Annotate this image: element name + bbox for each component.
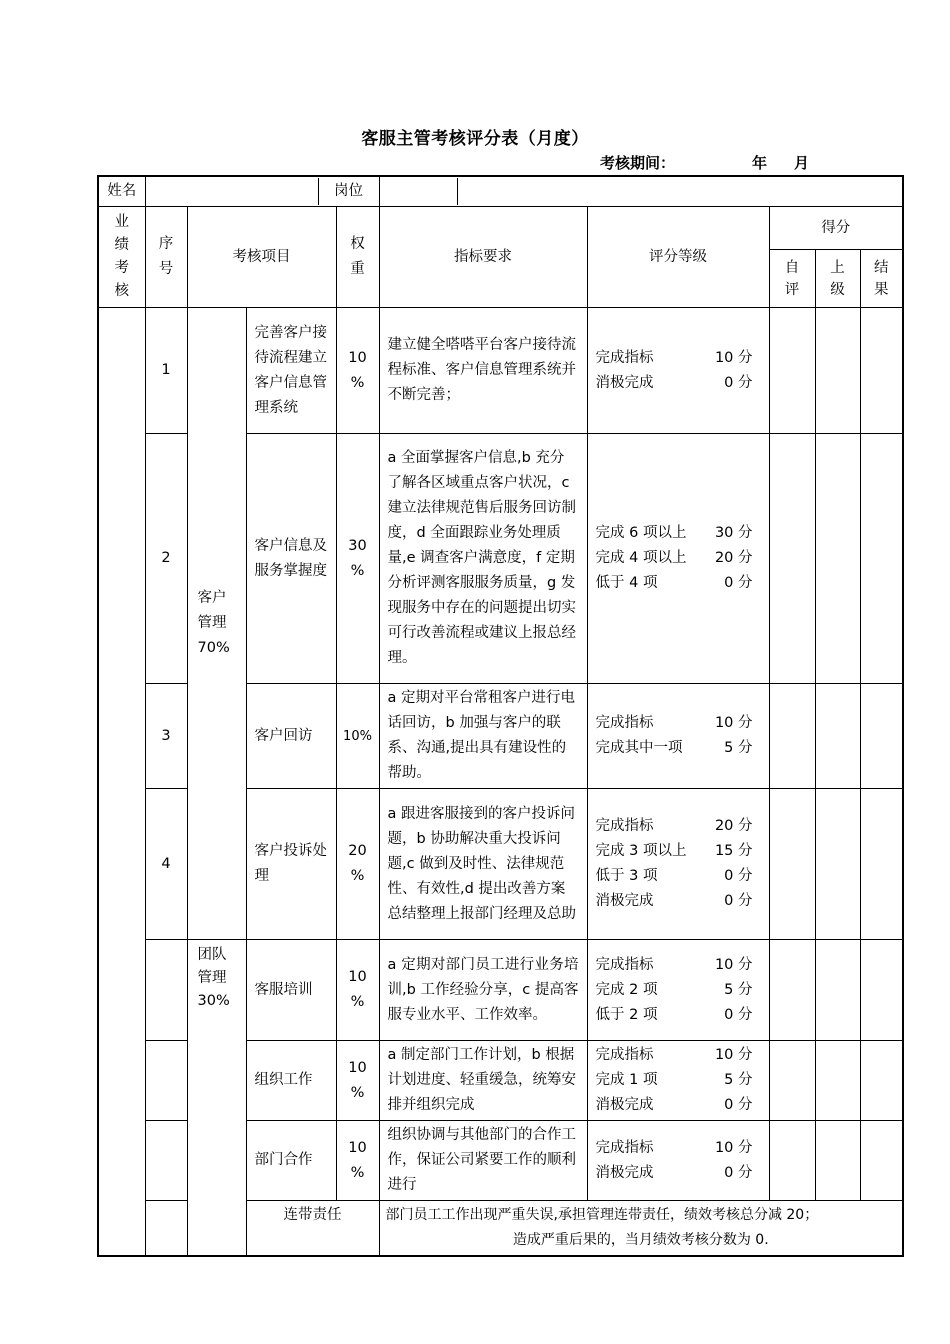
row-grades	[587, 434, 769, 684]
grade-points: 10 分	[714, 956, 753, 973]
grade-points: 20 分	[714, 550, 753, 566]
grade-points: 0 分	[724, 1097, 753, 1113]
joint-line-1: 部门员工工作出现严重失误,承担管理连带责任，绩效考核总分减 20；	[385, 1207, 819, 1223]
row-weight: 30 %	[336, 434, 379, 684]
row-item: 客户回访	[246, 684, 336, 789]
grade-points: 10 分	[714, 1139, 753, 1156]
self-eval-header: 自 评	[769, 250, 815, 308]
superior-score-cell[interactable]	[815, 434, 860, 684]
row-seq	[145, 1041, 187, 1121]
grade-points: 0 分	[724, 893, 753, 909]
row-grades	[587, 308, 769, 434]
group-team: 团队 管理 30%	[187, 940, 246, 1257]
grade-label: 完成 4 项以上	[595, 550, 687, 566]
grade-points: 20 分	[714, 818, 753, 834]
grade-points: 0 分	[724, 1164, 753, 1181]
grade-points: 10 分	[714, 715, 753, 731]
period-month: 月	[794, 154, 810, 172]
grade-points: 5 分	[724, 981, 753, 998]
self-score-cell[interactable]	[769, 1041, 815, 1121]
grade-points: 10 分	[714, 349, 753, 366]
grade-points: 15 分	[714, 843, 753, 859]
row-grades	[587, 684, 769, 789]
grade-label: 完成 3 项以上	[595, 843, 687, 859]
page-title: 客服主管考核评分表（月度）	[361, 129, 589, 149]
row-item: 客户信息及服务掌握度	[246, 434, 336, 684]
grade-points: 5 分	[724, 1072, 753, 1088]
self-score-cell[interactable]	[769, 940, 815, 1041]
row-weight: 20 %	[336, 789, 379, 940]
grade-points: 0 分	[724, 1006, 753, 1023]
row-seq: 4	[145, 789, 187, 940]
row-grades	[587, 789, 769, 940]
weight-header: 权 重	[336, 207, 379, 308]
grade-label: 完成 2 项	[595, 981, 658, 998]
name-label: 姓名	[98, 176, 145, 207]
row-seq-blank	[145, 1201, 187, 1257]
position-label: 岗位	[334, 183, 363, 199]
grade-label: 消极完成	[595, 893, 654, 909]
result-score-cell[interactable]	[860, 1041, 903, 1121]
row-grades	[587, 1041, 769, 1121]
row-weight: 10 %	[336, 1121, 379, 1201]
section-spacer	[98, 308, 145, 1257]
row-seq	[145, 940, 187, 1041]
grade-label: 完成 1 项	[595, 1072, 658, 1088]
superior-score-cell[interactable]	[815, 1041, 860, 1121]
grade-label: 完成指标	[595, 818, 654, 834]
joint-line-2: 造成严重后果的，当月绩效考核分数为 0.	[512, 1232, 769, 1248]
row-item: 部门合作	[246, 1121, 336, 1201]
section-label: 业 绩 考 核	[98, 207, 145, 308]
grade-points: 30 分	[714, 525, 753, 541]
row-requirement: a 定期对平台常租客户进行电话回访，b 加强与客户的联系、沟通,提出具有建设性的帮助。	[379, 684, 587, 789]
self-score-cell[interactable]	[769, 684, 815, 789]
grade-points: 5 分	[724, 740, 753, 756]
group-customer: 客户 管理 70%	[187, 308, 246, 940]
assessment-table	[97, 175, 904, 1257]
row-weight: 10 %	[336, 308, 379, 434]
row-requirement: 建立健全嗒嗒平台客户接待流程标准、客户信息管理系统并不断完善；	[379, 308, 587, 434]
row-seq	[145, 1121, 187, 1201]
joint-responsibility-label: 连带责任	[246, 1201, 379, 1257]
period-year: 年	[752, 154, 768, 172]
superior-score-cell[interactable]	[815, 1121, 860, 1201]
result-score-cell[interactable]	[860, 308, 903, 434]
self-score-cell[interactable]	[769, 1121, 815, 1201]
result-score-cell[interactable]	[860, 940, 903, 1041]
grade-label: 完成指标	[595, 715, 654, 731]
result-score-cell[interactable]	[860, 684, 903, 789]
grade-label: 低于 4 项	[595, 575, 658, 591]
name-field[interactable]	[145, 176, 379, 207]
grade-label: 消极完成	[595, 1097, 654, 1113]
grade-points: 10 分	[714, 1047, 753, 1063]
result-header: 结 果	[860, 250, 903, 308]
period-label: 考核期间：	[600, 154, 676, 172]
grade-label: 完成指标	[595, 349, 654, 366]
grade-points: 0 分	[724, 868, 753, 884]
grade-label: 完成指标	[595, 956, 654, 973]
grade-label: 消极完成	[595, 374, 654, 391]
item-header: 考核项目	[187, 207, 336, 308]
row-requirement: a 全面掌握客户信息,b 充分了解各区域重点客户状况，c 建立法律规范售后服务回访制度，d 全面跟踪业务处理质量,e 调查客户满意度，f 定期分析评测客服服务质量，g 发现服务中存在的问题提出切实可行改善流程或建议上报总经理。	[379, 434, 587, 684]
row-grades	[587, 940, 769, 1041]
score-header: 得分	[769, 207, 903, 250]
requirement-header: 指标要求	[379, 207, 587, 308]
grade-label: 低于 2 项	[595, 1006, 658, 1023]
grade-label: 完成指标	[595, 1047, 654, 1063]
superior-score-cell[interactable]	[815, 684, 860, 789]
self-score-cell[interactable]	[769, 789, 815, 940]
row-requirement: a 定期对部门员工进行业务培训,b 工作经验分享，c 提高客服专业水平、工作效率。	[379, 940, 587, 1041]
row-item: 组织工作	[246, 1041, 336, 1121]
result-score-cell[interactable]	[860, 434, 903, 684]
row-weight: 10 %	[336, 940, 379, 1041]
row-item: 完善客户接待流程建立客户信息管理系统	[246, 308, 336, 434]
grade-label: 消极完成	[595, 1164, 654, 1181]
self-score-cell[interactable]	[769, 434, 815, 684]
row-seq: 2	[145, 434, 187, 684]
row-seq: 1	[145, 308, 187, 434]
row-requirement: a 制定部门工作计划，b 根据计划进度、轻重缓急，统筹安排并组织完成	[379, 1041, 587, 1121]
row-item: 客户投诉处理	[246, 789, 336, 940]
joint-responsibility-text	[379, 1201, 903, 1257]
self-score-cell[interactable]	[769, 308, 815, 434]
row-requirement: 组织协调与其他部门的合作工作，保证公司紧要工作的顺利进行	[379, 1121, 587, 1201]
superior-score-cell[interactable]	[815, 789, 860, 940]
grade-points: 0 分	[724, 374, 753, 391]
grade-header: 评分等级	[587, 207, 769, 308]
row-requirement: a 跟进客服接到的客户投诉问题，b 协助解决重大投诉问题,c 做到及时性、法律规范性、有效性,d 提出改善方案总结整理上报部门经理及总助	[379, 789, 587, 940]
result-score-cell[interactable]	[860, 789, 903, 940]
grade-points: 0 分	[724, 575, 753, 591]
superior-header: 上 级	[815, 250, 860, 308]
position-field[interactable]	[379, 176, 903, 207]
row-grades	[587, 1121, 769, 1201]
grade-label: 完成其中一项	[595, 740, 683, 756]
grade-label: 低于 3 项	[595, 868, 658, 884]
result-score-cell[interactable]	[860, 1121, 903, 1201]
seq-header: 序 号	[145, 207, 187, 308]
row-item: 客服培训	[246, 940, 336, 1041]
superior-score-cell[interactable]	[815, 308, 860, 434]
grade-label: 完成 6 项以上	[595, 525, 687, 541]
superior-score-cell[interactable]	[815, 940, 860, 1041]
row-seq: 3	[145, 684, 187, 789]
row-weight: 10%	[336, 684, 379, 789]
grade-label: 完成指标	[595, 1139, 654, 1156]
row-weight: 10 %	[336, 1041, 379, 1121]
